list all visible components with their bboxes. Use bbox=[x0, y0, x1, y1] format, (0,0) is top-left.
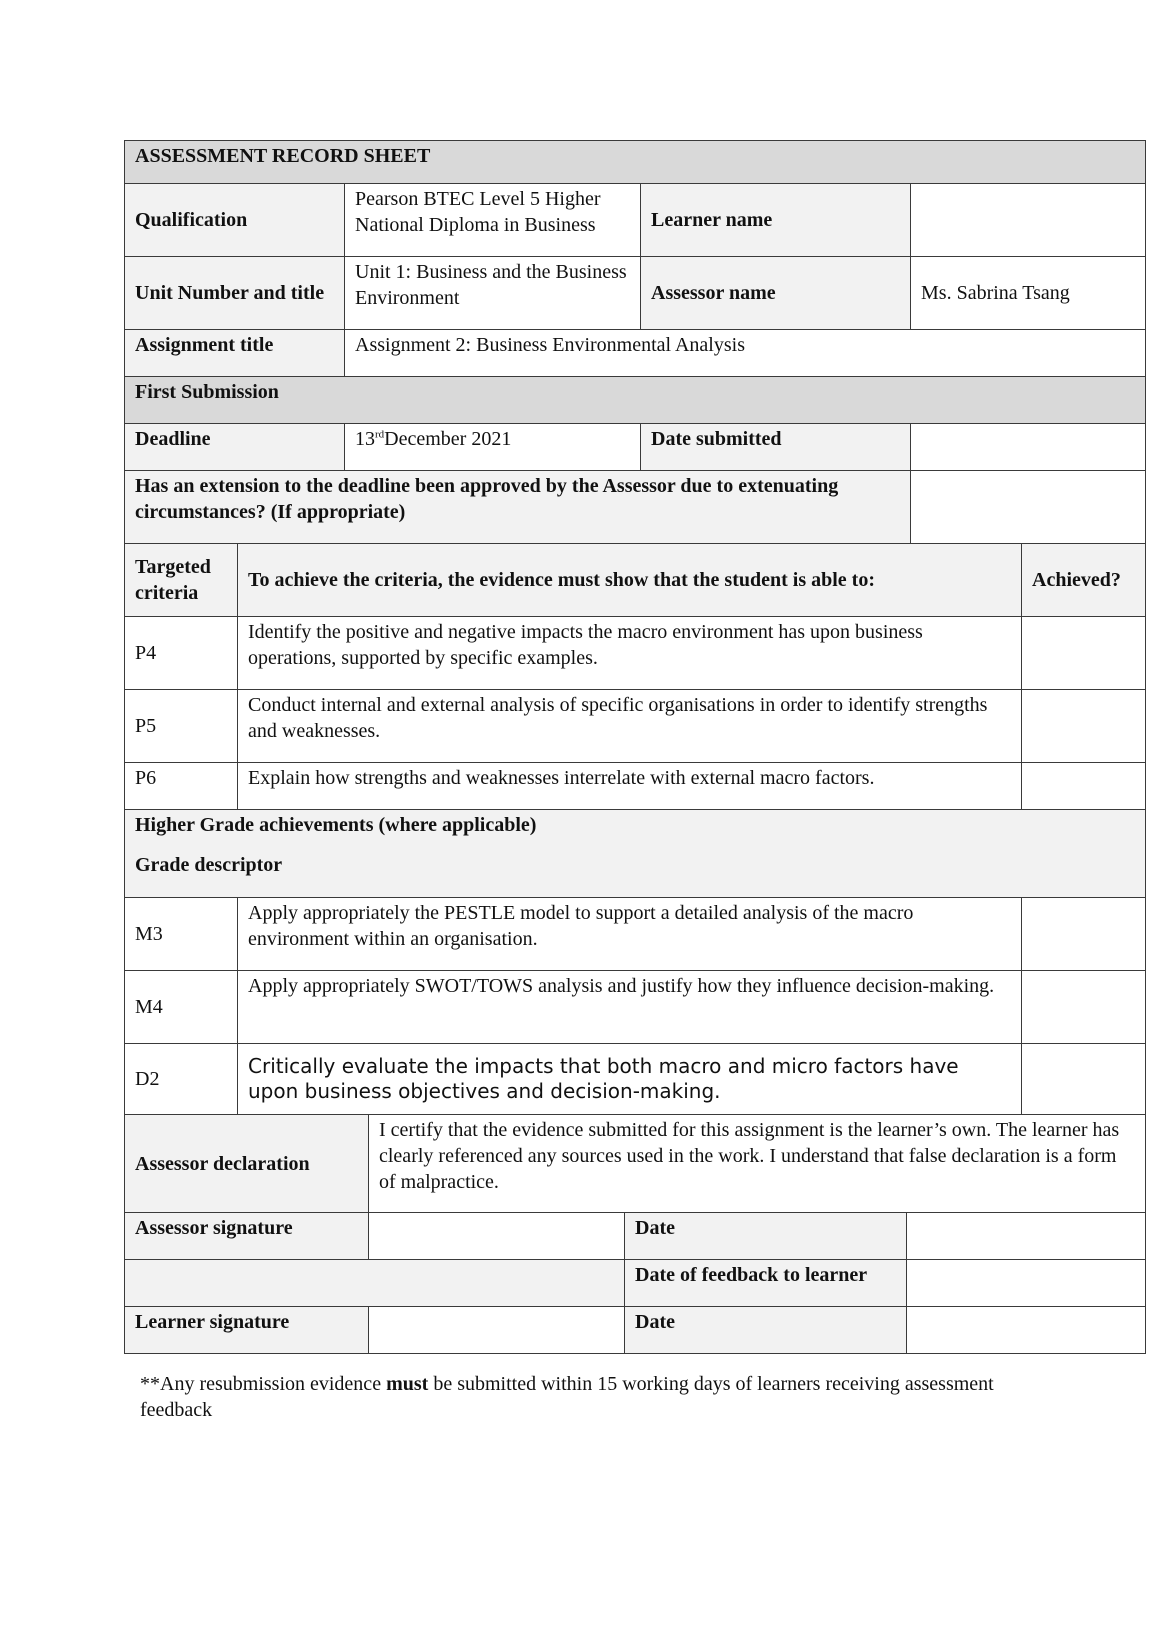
deadline-suffix: rd bbox=[375, 428, 385, 441]
criteria-code: M3 bbox=[125, 898, 238, 971]
assessor-date-field[interactable] bbox=[907, 1213, 1146, 1260]
qualification-label: Qualification bbox=[125, 184, 345, 257]
achieved-cell[interactable] bbox=[1022, 763, 1146, 810]
criteria-code: P5 bbox=[125, 690, 238, 763]
assessor-date-label: Date bbox=[625, 1213, 907, 1260]
criteria-code: P6 bbox=[125, 763, 238, 810]
learner-name-value[interactable] bbox=[911, 184, 1146, 257]
criteria-code: P4 bbox=[125, 617, 238, 690]
sheet-title: ASSESSMENT RECORD SHEET bbox=[125, 141, 1146, 184]
declaration-table bbox=[124, 1114, 1146, 1354]
criteria-table bbox=[124, 543, 1146, 1115]
assessor-name-value: Ms. Sabrina Tsang bbox=[911, 257, 1146, 330]
unit-value: Unit 1: Business and the Business Environment bbox=[345, 257, 641, 330]
unit-label: Unit Number and title bbox=[125, 257, 345, 330]
criteria-text: Identify the positive and negative impacts the macro environment has upon business operations, supported by specific examples. bbox=[238, 617, 1022, 690]
assessment-record-sheet bbox=[124, 140, 1145, 1354]
footnote-prefix: **Any resubmission evidence bbox=[140, 1373, 387, 1395]
criteria-code: M4 bbox=[125, 971, 238, 1044]
feedback-blank-cell bbox=[125, 1260, 625, 1307]
first-submission-heading: First Submission bbox=[125, 377, 1146, 424]
higher-grade-title: Higher Grade achievements (where applicable) bbox=[135, 814, 537, 836]
assessor-declaration-text: I certify that the evidence submitted for this assignment is the learner’s own. The learner has clearly referenced any sources used in the work. I understand that false declaration is a form of malpractice. bbox=[369, 1115, 1146, 1213]
achieved-cell[interactable] bbox=[1022, 1044, 1146, 1115]
resubmission-footnote bbox=[140, 1371, 1000, 1423]
deadline-value bbox=[345, 424, 641, 471]
footnote-bold: must bbox=[386, 1373, 429, 1395]
criteria-description-header: To achieve the criteria, the evidence must show that the student is able to: bbox=[238, 544, 1022, 617]
date-submitted-value[interactable] bbox=[911, 424, 1146, 471]
criteria-text: Apply appropriately the PESTLE model to support a detailed analysis of the macro environment within an organisation. bbox=[238, 898, 1022, 971]
footnote-suffix: be submitted within 15 working days of learners receiving assessment feedback bbox=[140, 1373, 994, 1421]
deadline-day: 13 bbox=[355, 428, 375, 450]
learner-date-field[interactable] bbox=[907, 1307, 1146, 1354]
learner-date-label: Date bbox=[625, 1307, 907, 1354]
header-table bbox=[124, 140, 1146, 544]
criteria-text: Apply appropriately SWOT/TOWS analysis and justify how they influence decision-making. bbox=[238, 971, 1022, 1044]
assessor-name-label: Assessor name bbox=[641, 257, 911, 330]
assignment-value: Assignment 2: Business Environmental Analysis bbox=[345, 330, 1146, 377]
higher-grade-heading bbox=[125, 810, 1146, 898]
achieved-header: Achieved? bbox=[1022, 544, 1146, 617]
criteria-text: Conduct internal and external analysis of specific organisations in order to identify strengths and weaknesses. bbox=[238, 690, 1022, 763]
achieved-cell[interactable] bbox=[1022, 617, 1146, 690]
deadline-label: Deadline bbox=[125, 424, 345, 471]
feedback-date-field[interactable] bbox=[907, 1260, 1146, 1307]
extension-answer[interactable] bbox=[911, 471, 1146, 544]
deadline-month-year: December 2021 bbox=[384, 428, 512, 450]
criteria-text: Explain how strengths and weaknesses interrelate with external macro factors. bbox=[238, 763, 1022, 810]
achieved-cell[interactable] bbox=[1022, 971, 1146, 1044]
date-submitted-label: Date submitted bbox=[641, 424, 911, 471]
learner-signature-field[interactable] bbox=[369, 1307, 625, 1354]
achieved-cell[interactable] bbox=[1022, 690, 1146, 763]
grade-descriptor-label: Grade descriptor bbox=[135, 854, 283, 876]
criteria-code: D2 bbox=[125, 1044, 238, 1115]
qualification-value: Pearson BTEC Level 5 Higher National Diploma in Business bbox=[345, 184, 641, 257]
criteria-text: Critically evaluate the impacts that both macro and micro factors have upon business objectives and decision-making. bbox=[238, 1044, 1022, 1115]
achieved-cell[interactable] bbox=[1022, 898, 1146, 971]
assessor-signature-label: Assessor signature bbox=[125, 1213, 369, 1260]
learner-signature-label: Learner signature bbox=[125, 1307, 369, 1354]
targeted-criteria-header: Targeted criteria bbox=[125, 544, 238, 617]
assessor-signature-field[interactable] bbox=[369, 1213, 625, 1260]
feedback-date-label: Date of feedback to learner bbox=[625, 1260, 907, 1307]
extension-question: Has an extension to the deadline been approved by the Assessor due to extenuating circumstances? (If appropriate) bbox=[125, 471, 911, 544]
learner-name-label: Learner name bbox=[641, 184, 911, 257]
assessor-declaration-label: Assessor declaration bbox=[125, 1115, 369, 1213]
assignment-label: Assignment title bbox=[125, 330, 345, 377]
